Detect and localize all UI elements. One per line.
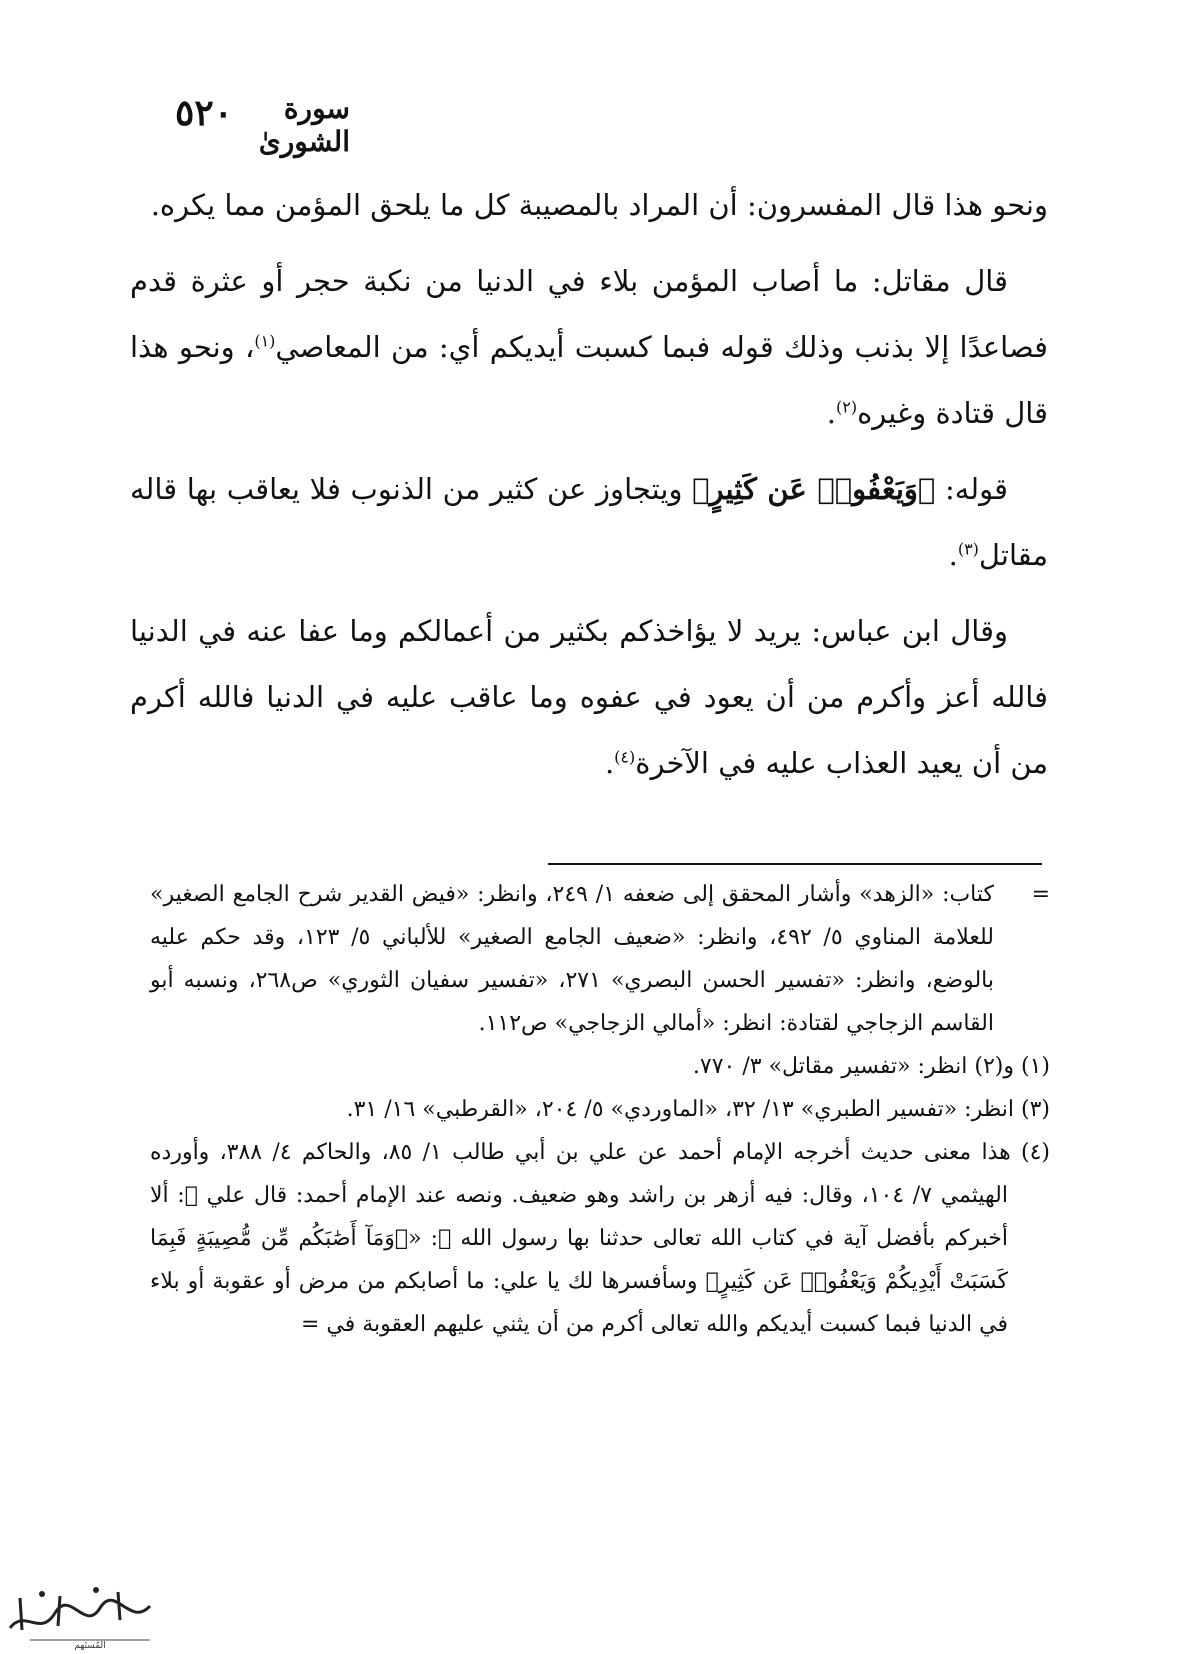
- footnote-continuation: [150, 873, 1050, 1045]
- continuation-text: كتاب: «الزهد» وأشار المحقق إلى ضعفه ١/ ٢٤٩، وانظر: «فيض القدير شرح الجامع الصغير» للعلامة المناوي ٥/ ٤٩٢، وانظر: «ضعيف الجامع الصغير» للألباني ٥/ ١٢٣، وقد حكم عليه بالوضع، وانظر: «تفسير الحسن البصري» ٢٧١، «تفسير سفيان الثوري» ص٢٦٨، ونسبه أبو القاسم الزجاجي لقتادة: انظر: «أمالي الزجاجي» ص١١٢.: [150, 882, 995, 1036]
- paragraph-3: [130, 456, 1048, 588]
- paragraph-4-end: .: [604, 746, 615, 780]
- footnotes: [150, 873, 1050, 1346]
- footnote-4-marker: (٤): [1021, 1140, 1051, 1165]
- paragraph-1: ونحو هذا قال المفسرون: أن المراد بالمصيبة كل ما يلحق المؤمن مما يكره.: [150, 188, 1048, 222]
- library-logo-text: المُستَهِم: [74, 1641, 106, 1650]
- library-logo: [0, 1568, 180, 1650]
- paragraph-2-text: قال مقاتل: ما أصاب المؤمن بلاء في الدنيا من نكبة حجر أو عثرة قدم فصاعدًا إلا بذنب وذلك قوله فبما كسبت أيديكم أي: من المعاصي: [130, 264, 1048, 364]
- footnote-ref-2: (٢): [836, 397, 858, 417]
- paragraph-2-mid: ، ونحو هذا قال قتادة وغيره: [130, 330, 1048, 430]
- footnote-ref-3: (٣): [957, 539, 979, 559]
- continuation-marker: =: [1031, 882, 1050, 907]
- main-text: [130, 172, 1048, 806]
- quran-verse: ﴿وَيَعْفُوا۟ عَن كَثِيرٍ﴾: [692, 472, 936, 506]
- footnote-separator: [548, 863, 1042, 865]
- paragraph-2: [130, 248, 1048, 446]
- footnote-4: [150, 1131, 1050, 1346]
- footnote-ref-4: (٤): [614, 747, 636, 767]
- paragraph-3-end: .: [948, 538, 958, 572]
- paragraph-4: [130, 598, 1048, 796]
- footnote-ref-1: (١): [254, 331, 276, 351]
- paragraph-2-end: .: [826, 396, 837, 430]
- paragraph-3-start: قوله:: [935, 472, 1008, 506]
- library-logo-art: [0, 1568, 180, 1650]
- footnote-3: (٣) انظر: «تفسير الطبري» ١٣/ ٣٢، «الماوردي» ٥/ ٢٠٤، «القرطبي» ١٦/ ٣١.: [346, 1097, 1050, 1122]
- page-number: ٥٢٠: [175, 92, 234, 134]
- paragraph-3-mid: ويتجاوز عن كثير من الذنوب فلا يعاقب بها قاله مقاتل: [130, 472, 1048, 572]
- paragraph-4-text: وقال ابن عباس: يريد لا يؤاخذكم بكثير من أعمالكم وما عفا عنه في الدنيا فالله أعز وأكرم من أن يعود في عفوه وما عاقب عليه في الدنيا فالله أكرم من أن يعيد العذاب عليه في الآخرة: [130, 614, 1048, 780]
- surah-title: سورة الشورىٰ: [258, 92, 350, 158]
- footnote-1: (١) و(٢) انظر: «تفسير مقاتل» ٣/ ٧٧٠.: [692, 1054, 1050, 1079]
- footnote-4-text: هذا معنى حديث أخرجه الإمام أحمد عن علي بن أبي طالب ١/ ٨٥، والحاكم ٤/ ٣٨٨، وأورده الهيثمي ٧/ ١٠٤، وقال: فيه أزهر بن راشد وهو ضعيف. ونصه عند الإمام أحمد: قال علي ﷺ: ألا أخبركم بأفضل آية في كتاب الله تعالى حدثنا بها رسول الله ﷺ: «﴿وَمَآ أَصَٰبَكُم مِّن مُّصِيبَةٍ فَبِمَا كَسَبَتْ أَيْدِيكُمْ وَيَعْفُوا۟ عَن كَثِيرٍ﴾ وسأفسرها لك يا علي: ما أصابكم من مرض أو عقوبة أو بلاء في الدنيا فبما كسبت أيديكم والله تعالى أكرم من أن يثني عليهم العقوبة في =: [150, 1140, 1011, 1337]
